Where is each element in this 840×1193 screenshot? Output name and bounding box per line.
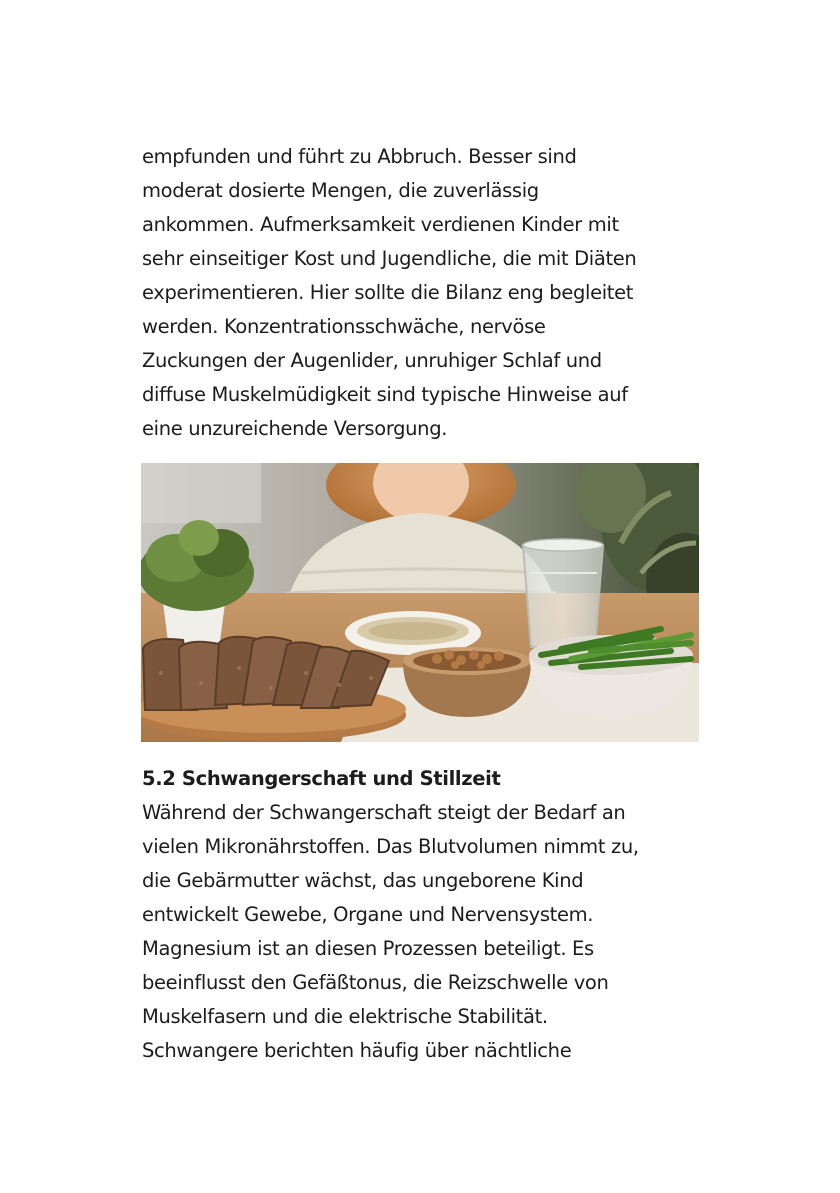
text-line: Schwangere berichten häufig über nächtliche [142,1039,572,1062]
bread-board [141,637,406,741]
text-line: Während der Schwangerschaft steigt der Bedarf an [142,801,626,824]
text-line: vielen Mikronährstoffen. Das Blutvolumen nimmt zu, [142,835,639,858]
text-line: beeinflusst den Gefäßtonus, die Reizschwelle von [142,971,609,994]
text-line: Magnesium ist an diesen Prozessen beteiligt. Es [142,937,594,960]
text-line: ankommen. Aufmerksamkeit verdienen Kinder mit [142,213,619,236]
text-line: experimentieren. Hier sollte die Bilanz eng begleitet [142,281,634,304]
paragraph-section [142,796,712,1068]
text-line: empfunden und führt zu Abbruch. Besser sind [142,145,577,168]
paragraph-continued [142,140,712,446]
text-line: werden. Konzentrationsschwäche, nervöse [142,315,546,338]
text-line: entwickelt Gewebe, Organe und Nervensystem. [142,903,594,926]
text-line: Muskelfasern und die elektrische Stabilität. [142,1005,548,1028]
text-line: moderat dosierte Mengen, die zuverlässig [142,179,539,202]
photo-child-with-food [141,463,699,742]
text-line: Zuckungen der Augenlider, unruhiger Schlaf und [142,349,602,372]
section-heading: 5.2 Schwangerschaft und Stillzeit [142,767,501,790]
text-line: eine unzureichende Versorgung. [142,417,448,440]
text-line: sehr einseitiger Kost und Jugendliche, die mit Diäten [142,247,637,270]
text-line: diffuse Muskelmüdigkeit sind typische Hinweise auf [142,383,628,406]
text-line: die Gebärmutter wächst, das ungeborene Kind [142,869,584,892]
water-glass [523,539,603,647]
